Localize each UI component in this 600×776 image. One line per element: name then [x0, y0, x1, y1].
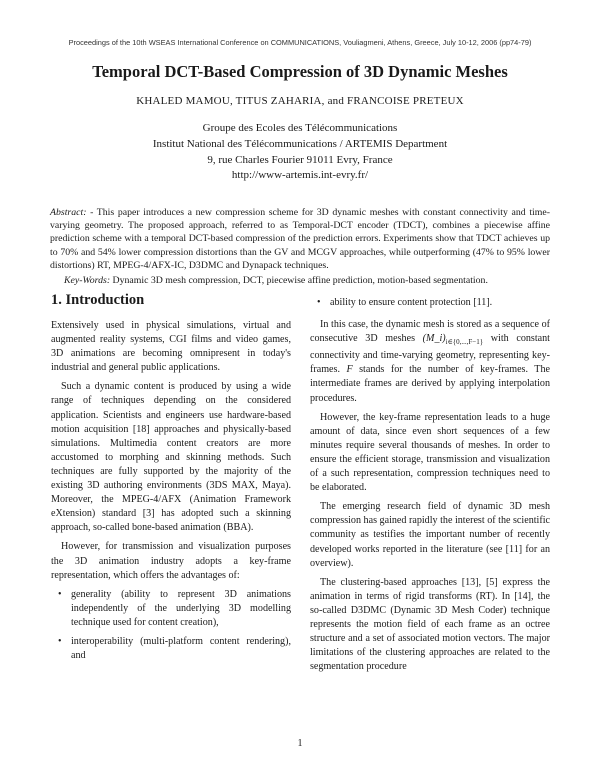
paper-title: Temporal DCT-Based Compression of 3D Dynamic Meshes [92, 62, 508, 81]
bullet-icon: • [58, 635, 62, 647]
paragraph: However, for transmission and visualization purposes the 3D animation industry adopts a key-frame representation, which offers the advantages of: [51, 541, 291, 581]
abstract-label: Abstract: [50, 207, 87, 218]
affiliation-line: 9, rue Charles Fourier 91011 Evry, France [207, 153, 393, 166]
affiliation-block [0, 121, 600, 184]
right-column [310, 290, 550, 679]
abstract-paragraph [50, 206, 550, 272]
bullet-icon: • [58, 588, 62, 600]
text-run: stands for the number of key-frames. The intermediate frames are derived by applying interpolation procedures. [310, 364, 550, 404]
keywords-text: Dynamic 3D mesh compression, DCT, piecewise affine prediction, motion-based segmentation. [110, 275, 488, 287]
keywords-label: Key-Words: [64, 275, 111, 287]
page-number: 1 [297, 738, 303, 749]
paragraph: The clustering-based approaches [13], [5] express the animation in terms of rigid transforms (RT). In [14], the so-called D3DMC (Dynamic 3D Mesh Coder) technique represents the motion field of each frame as an octree structure and a set of associated motion vectors. The major limitations of the clustering approaches are related to the segmentation procedure [310, 576, 550, 673]
keywords-paragraph [50, 274, 550, 287]
abstract [50, 206, 550, 287]
paragraph [310, 318, 550, 406]
math-variable: F [346, 364, 353, 376]
affiliation-line: Groupe des Ecoles des Télécommunications [202, 122, 398, 134]
bullet-text: generality (ability to represent 3D animations independently of the underlying 3D modelling technique used for content creation), [71, 588, 291, 628]
abstract-text: - This paper introduces a new compression scheme for 3D dynamic meshes with constant connectivity and time-varying geometry. The proposed approach, referred to as Temporal-DCT encoder (TDCT), combines a piecewise affine prediction scheme with a temporal DCT-based compression of the prediction errors. Experiments show that TDCT achieves up to 70% and 54% lower compression distortions than the GV and MCGV approaches, while outperforming (47% to 95% lower distortions) RT, MPEG-4/AFX-IC, D3DMC and Dynapack techniques. [50, 207, 550, 271]
paragraph: Extensively used in physical simulations, virtual and augmented reality systems, CGI films and video games, 3D animations are becoming omnipresent in today's industrial and general public applications. [51, 320, 291, 374]
math-expression: (M_i) [422, 333, 446, 345]
bullet-icon: • [317, 297, 321, 308]
bullet-item [51, 635, 291, 663]
left-column [51, 290, 291, 668]
bullet-text: ability to ensure content protection [11]. [330, 297, 493, 308]
text-run: with constant connectivity and time-varying geometry, representing key-frames. [310, 333, 550, 376]
running-head: Proceedings of the 10th WSEAS International Conference on COMMUNICATIONS, Vouliagmeni, Athens, Greece, July 10-12, 2006 (pp74-79) [68, 38, 532, 47]
authors: KHALED MAMOU, TITUS ZAHARIA, and FRANCOISE PRETEUX [136, 95, 464, 107]
bullet-text: interoperability (multi-platform content rendering), and [71, 635, 291, 662]
paragraph: The emerging research field of dynamic 3D mesh compression has gained rapidly the interest of the scientific community as testifies the important number of recently developed works reported in the literature (see [11] for an overview). [310, 501, 550, 569]
bullet-item [51, 588, 291, 630]
paragraph: Such a dynamic content is produced by using a wide range of techniques depending on the considered application. Scientists and engineers use hardware-based motion acquisition [18] approaches and physically-based simulations. Multimedia content creators are more accustomed to morphing and skinning methods. Such techniques are fully supported by the majority of the existing 3D authoring environments (3DS MAX, Maya). Moreover, the MPEG-4/AFX (Animation Framework eXtension) standard [3] has adopted such a skinning approach, so-called bone-based animation (BBA). [51, 381, 291, 534]
text-run: In this case, the dynamic mesh is stored as a sequence of consecutive 3D meshes [310, 319, 550, 345]
affiliation-line: Institut National des Télécommunications / ARTEMIS Department [152, 137, 448, 150]
bullet-item [310, 296, 550, 310]
paragraph: However, the key-frame representation leads to a huge amount of data, since even short sequences of a few minutes require several thousands of meshes. In order to ensure the efficient storage, transmission and visualization of a such representation, compression techniques need to be elaborated. [310, 411, 550, 494]
affiliation-url: http://www-artemis.int-evry.fr/ [231, 169, 369, 182]
math-subscript: i∈{0,...,F−1} [445, 338, 484, 347]
section-heading: 1. Introduction [51, 292, 145, 308]
